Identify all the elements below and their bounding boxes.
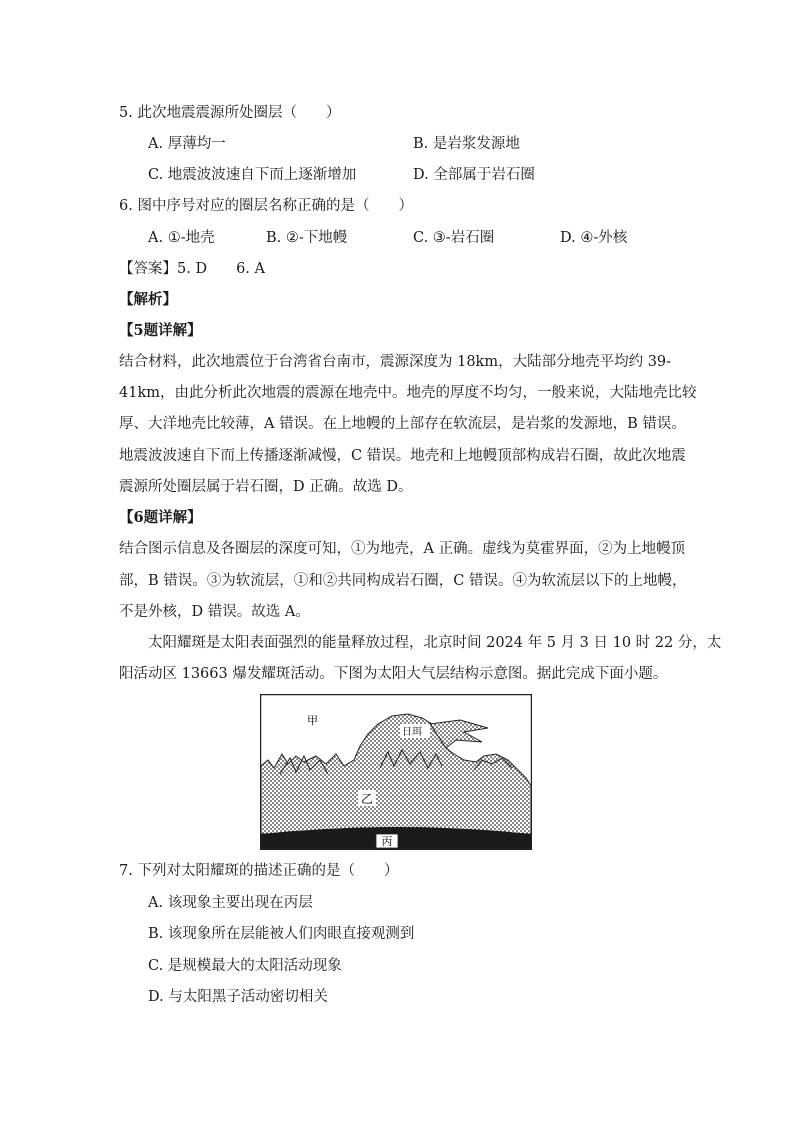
label-jia: 甲	[307, 714, 318, 727]
q5-detail-line: 地震波波速自下而上传播逐渐减慢，C 错误。地壳和上地幔顶部构成岩石圈，故此次地震	[119, 448, 686, 464]
q5-option-b: B. 是岩浆发源地	[413, 136, 520, 152]
intro-line: 阳活动区 13663 爆发耀斑活动。下图为太阳大气层结构示意图。据此完成下面小题。	[119, 666, 668, 682]
q7-option-d: D. 与太阳黑子活动密切相关	[148, 989, 328, 1005]
q5-detail-line: 结合材料，此次地震位于台湾省台南市，震源深度为 18km，大陆部分地壳平均约 39-	[119, 354, 672, 370]
q6-option-d: D. ④-外核	[560, 230, 628, 246]
q6-option-b: B. ②-下地幔	[266, 230, 348, 246]
label-bing: 丙	[381, 835, 393, 848]
q6-stem: 6. 图中序号对应的圈层名称正确的是（ ）	[119, 198, 413, 214]
label-erban: 日珥	[402, 727, 422, 738]
sun-atmosphere-diagram	[260, 694, 532, 850]
label-yi: 乙	[361, 792, 374, 806]
q5-detail-line: 41km，由此分析此次地震的震源在地壳中。地壳的厚度不均匀，一般来说，大陆地壳比较	[119, 385, 697, 401]
q5-option-c: C. 地震波波速自下而上逐渐增加	[148, 167, 357, 183]
q6-detail-line: 不是外核，D 错误。故选 A。	[119, 604, 310, 620]
q7-stem: 7. 下列对太阳耀斑的描述正确的是（ ）	[119, 863, 399, 879]
q6-detail-line: 结合图示信息及各圈层的深度可知，①为地壳，A 正确。虚线为莫霍界面，②为上地幔顶	[119, 541, 686, 557]
q6-option-a: A. ①-地壳	[148, 230, 215, 246]
q6-detail-line: 部，B 错误。③为软流层，①和②共同构成岩石圈，C 错误。④为软流层以下的上地幔，	[119, 573, 687, 589]
q5-detail-heading: 【5题详解】	[119, 322, 202, 339]
q7-option-b: B. 该现象所在层能被人们肉眼直接观测到	[148, 926, 415, 942]
q7-option-c: C. 是规模最大的太阳活动现象	[148, 958, 342, 974]
q5-option-d: D. 全部属于岩石圈	[413, 167, 535, 183]
q5-detail-line: 震源所处圈层属于岩石圈，D 正确。故选 D。	[119, 479, 413, 495]
answer-line: 【答案】5. D 6. A	[119, 261, 265, 277]
q6-option-c: C. ③-岩石圈	[413, 230, 495, 246]
intro-line: 太阳耀斑是太阳表面强烈的能量释放过程，北京时间 2024 年 5 月 3 日 10 时 22 分，太	[119, 635, 722, 651]
q5-option-a: A. 厚薄均一	[148, 136, 226, 152]
q7-option-a: A. 该现象主要出现在丙层	[148, 895, 313, 911]
q5-detail-line: 厚、大洋地壳比较薄，A 错误。在上地幔的上部存在软流层，是岩浆的发源地，B 错误。	[119, 416, 686, 432]
q5-stem: 5. 此次地震震源所处圈层（ ）	[119, 105, 341, 121]
analysis-heading: 【解析】	[119, 291, 177, 308]
q6-detail-heading: 【6题详解】	[119, 509, 202, 526]
